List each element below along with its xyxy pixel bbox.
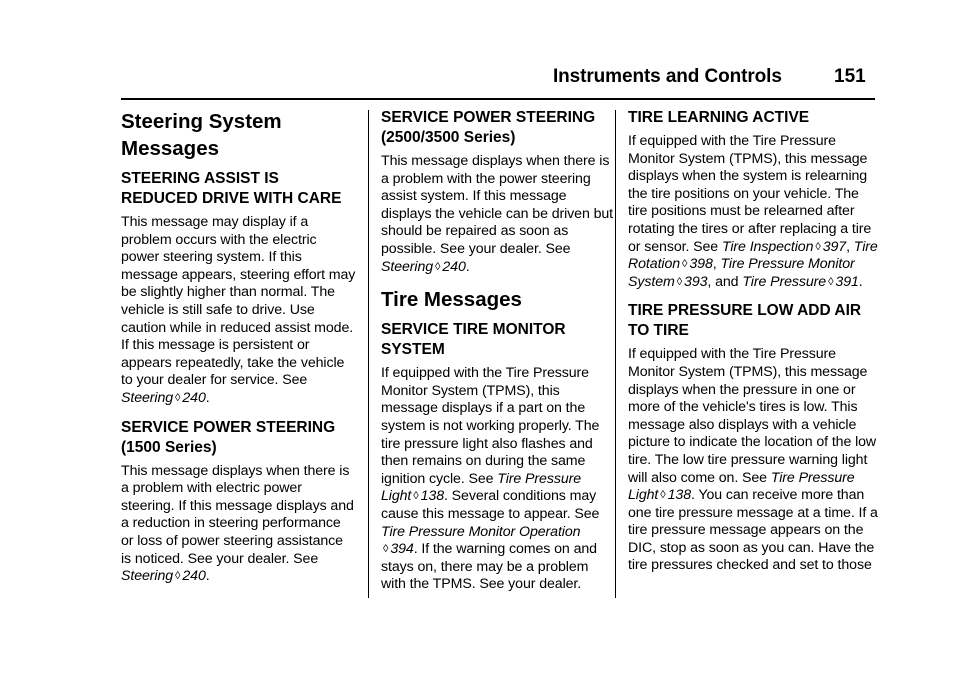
page-reference: 138 <box>667 487 691 504</box>
cross-reference: Tire Rotation <box>628 238 878 273</box>
cross-reference: Tire Pressure <box>742 273 827 290</box>
subsection-heading: SERVICE POWER STEERING (2500/3500 Series) <box>381 109 596 146</box>
subsection-heading: TIRE LEARNING ACTIVE <box>628 109 810 126</box>
page-reference: 240 <box>182 568 206 585</box>
cross-reference: Steering <box>381 258 434 275</box>
page-reference: 138 <box>420 488 444 505</box>
cross-reference: Tire Pressure Light <box>628 469 855 504</box>
page-ref-icon: ◊ <box>815 240 821 253</box>
subsection-heading: TIRE PRESSURE LOW ADD AIR TO TIRE <box>628 302 862 340</box>
page-number: 151 <box>834 66 866 87</box>
cross-reference: Tire Pressure Monitor System <box>628 256 855 290</box>
page-reference: 240 <box>182 389 206 406</box>
page-ref-icon: ◊ <box>660 489 666 502</box>
page-reference: 398 <box>689 256 713 273</box>
header-rule <box>121 98 875 100</box>
body-paragraph: If equipped with the Tire Pressure Monitor System (TPMS), this message displays if a part on the system is not working properly. The tire pressure light also flashes and then remains on during the same ignition cycle. See Tire Pressure Light ◊ 138. Several conditions may cause this message to appear. See Tire Pressure Monitor Operation ◊ 394. If the warning comes on and stays on, there may be a problem with the TPMS. See your dealer. <box>381 365 600 593</box>
page-reference: 397 <box>822 238 847 255</box>
subsection-heading: SERVICE POWER STEERING (1500 Series) <box>121 418 336 456</box>
page-ref-icon: ◊ <box>676 275 683 288</box>
cross-reference: Tire Pressure Monitor Operation <box>381 523 581 540</box>
page-ref-icon: ◊ <box>435 260 441 273</box>
cross-reference: Steering <box>121 568 174 585</box>
page-ref-icon: ◊ <box>383 543 389 556</box>
cross-reference: Tire Pressure Light <box>381 470 582 505</box>
column-1 <box>121 108 356 596</box>
body-paragraph: If equipped with the Tire Pressure Monitor System (TPMS), this message displays when the pressure in one or more of the vehicle's tires is low. This message also displays with a vehicle picture to indicate the location of the low tire. The low tire pressure warning light will also come on. See Tire Pressure Light ◊ 138. You can receive more than one tire pressure message at a time. If a tire pressure message appears on the DIC, stop as soon as you can. Have the tire pressures checked and set to those <box>628 346 878 574</box>
page-ref-icon: ◊ <box>175 391 181 404</box>
column-2 <box>381 108 616 604</box>
subsection-heading: STEERING ASSIST IS REDUCED DRIVE WITH CARE <box>121 170 342 207</box>
page-reference: 394 <box>390 541 414 558</box>
cross-reference: Tire Inspection <box>721 238 814 255</box>
page-reference: 240 <box>442 258 466 275</box>
body-paragraph: This message may display if a problem occurs with the electric power steering system. If this message appears, steering effort may be slightly higher than normal. The vehicle is still safe to drive. Use caution while in reduced assist mode. If this message is persistent or appears repeatedly, take the vehicle to your dealer for service. See Steering ◊ 240. <box>121 214 356 406</box>
page-ref-icon: ◊ <box>413 490 419 503</box>
page-ref-icon: ◊ <box>175 570 181 583</box>
body-paragraph: If equipped with the Tire Pressure Monitor System (TPMS), this message displays when the system is relearning the tire positions on your vehicle. The tire positions must be relearned after rotating the tires or after replacing a tire or sensor. See Tire Inspection ◊ 397, Tire Rotation ◊ 398, Tire Pressure Monitor System ◊ 393, and Tire Pressure ◊ 391. <box>628 133 878 290</box>
page-reference: 393 <box>684 273 708 290</box>
body-paragraph: This message displays when there is a problem with electric power steering. If this message displays and a reduction in steering performance or loss of power steering assistance is noticed. See your dealer. See Steering ◊ 240. <box>121 462 354 585</box>
subsection-heading: SERVICE TIRE MONITOR SYSTEM <box>381 321 566 359</box>
page-ref-icon: ◊ <box>682 258 688 271</box>
running-header-title: Instruments and Controls <box>553 66 782 87</box>
cross-reference: Steering <box>121 389 174 406</box>
section-heading: Tire Messages <box>381 288 522 312</box>
body-paragraph: This message displays when there is a problem with the power steering assist system. If this message displays the vehicle can be driven but should be repaired as soon as possible. See your dealer. See Steering ◊ 240. <box>381 153 614 275</box>
page-reference: 391 <box>835 273 859 290</box>
column-3 <box>628 108 878 585</box>
page-ref-icon: ◊ <box>828 275 834 288</box>
column-divider <box>368 110 369 598</box>
section-heading: Steering System Messages <box>121 110 282 160</box>
